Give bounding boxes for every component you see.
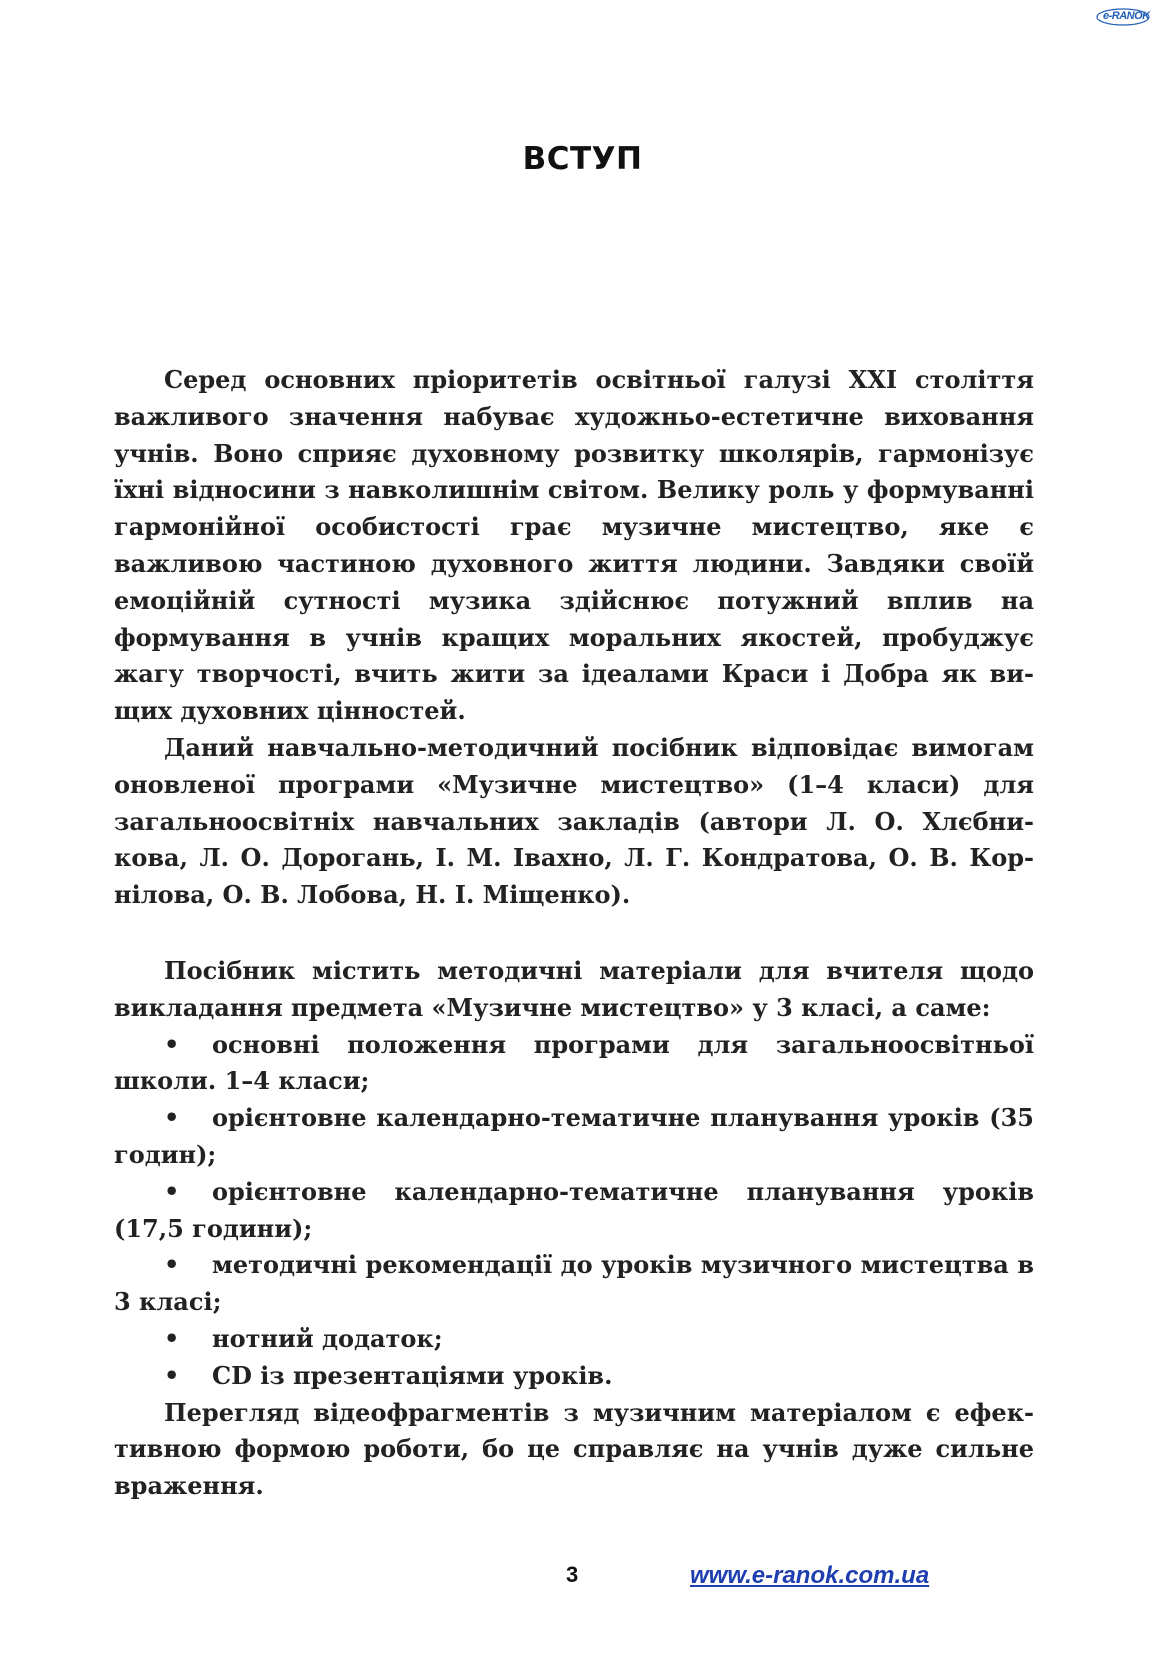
publisher-website-link[interactable]: www.e-ranok.com.ua [690,1562,930,1589]
list-item-text: CD із презентаціями уроків. [212,1360,613,1390]
logo-text: e-RANOK [1103,10,1150,22]
bullet-icon: • [164,1360,180,1390]
bullet-icon: • [164,1323,180,1353]
list-item [114,1027,1034,1101]
intro-section [114,362,1034,914]
list-item-text: методичні рекомендації до уроків музичного мистецтва в 3 класі; [114,1250,1034,1317]
list-item [114,1358,1034,1395]
publisher-logo [1095,4,1155,30]
contents-list [114,1027,1034,1395]
list-item [114,1174,1034,1248]
paragraph-contents: Посібник містить методичні матеріали для вчителя щодо викладання предмета «Музичне мистецтво» у 3 класі, а саме: [114,956,1034,1022]
list-item-text: орієнтовне календарно-тематичне планування уроків (35 годин); [114,1103,1034,1169]
list-item-text: нотний додаток; [212,1323,443,1353]
paragraph-priorities: Серед основних пріоритетів освітньої галузі XXI століття важливого значення набуває художньо-естетичне виховання учнів. Воно сприяє духовному розвитку школярів, гармонізує їхні відносини з навколишнім світом. Велику роль у формуванні гармонійної особистості грає музичне мистецтво, яке є важливою частиною духовного життя людини. Завдяки своїй емоційній сутності музика здійснює потужний вплив на формування в учнів кращих моральних якостей, пробуджує жагу творчості, вчить жити за ідеалами Краси і Добра як вищих духовних цінностей. [114,365,1034,726]
paragraph-video: Перегляд відеофрагментів з музичним матеріалом є ефективною формою роботи, бо це справляє на учнів дуже сильне враження. [114,1397,1034,1501]
bullet-icon: • [164,1250,180,1280]
list-item-text: основні положення програми для загальноосвітньої школи. 1–4 класи; [114,1029,1034,1096]
bullet-icon: • [164,1103,180,1133]
bullet-icon: • [164,1029,180,1059]
page-title: ВСТУП [522,140,643,177]
list-item [114,1100,1034,1174]
list-item [114,1247,1034,1321]
page-number: 3 [566,1562,579,1587]
list-item [114,1321,1034,1358]
paragraph-program: Даний навчально-методичний посібник відповідає вимогам оновленої програми «Музичне мистецтво» (1–4 класи) для загальноосвітніх навчальних закладів (автори Л. О. Хлєбникова, Л. О. Дорогань, І. М. Івахно, Л. Г. Кондратова, О. В. Корнілова, О. В. Лобова, Н. І. Міщенко). [114,732,1034,910]
contents-section [114,953,1034,1505]
list-item-text: орієнтовне календарно-тематичне планування уроків (17,5 години); [114,1176,1034,1243]
bullet-icon: • [164,1176,180,1206]
